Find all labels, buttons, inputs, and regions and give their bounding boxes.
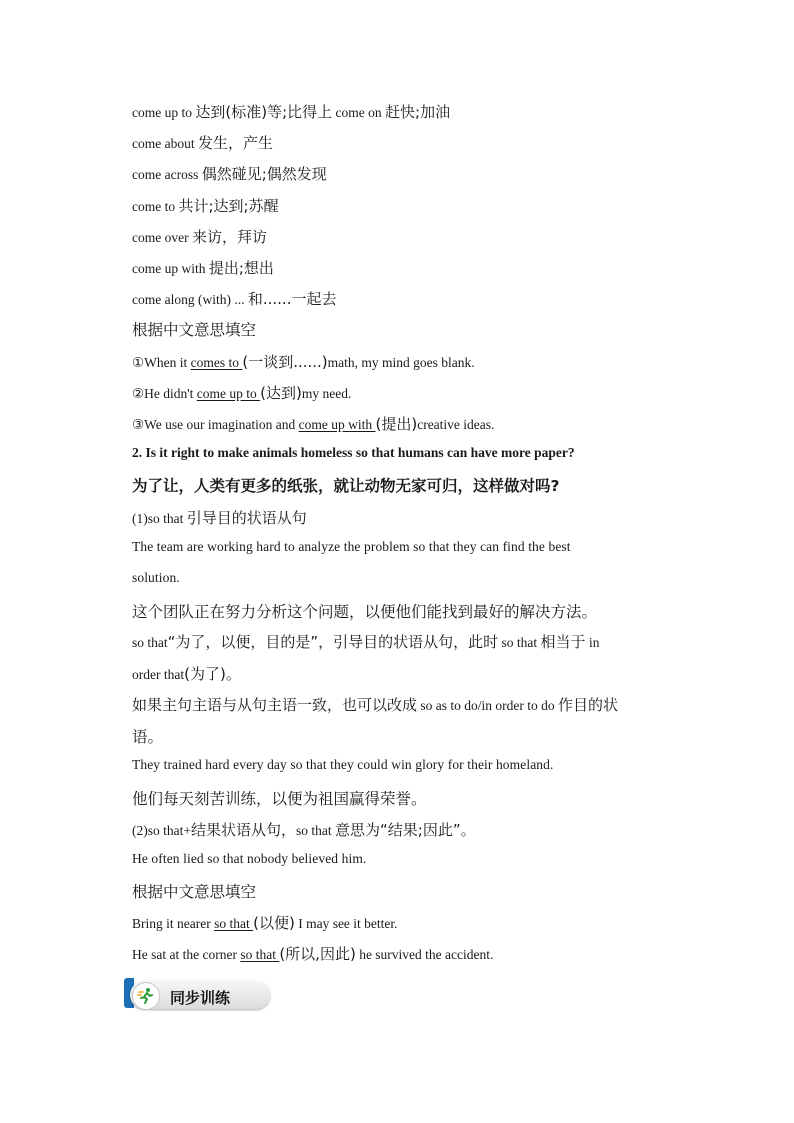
- section-heading-en: so that: [296, 823, 335, 838]
- phrase-cn: 共计;达到;苏醒: [178, 197, 279, 215]
- phrase-cn: 和......一起去: [247, 290, 337, 308]
- exercise-text: Bring it nearer: [132, 916, 215, 931]
- answer-blank: come up with: [298, 417, 376, 432]
- runner-icon: [132, 982, 160, 1010]
- phrase-cn: 来访，拜访: [191, 228, 267, 246]
- note-text: 作目的状: [558, 696, 619, 714]
- phrase-en: come across: [132, 167, 202, 182]
- example-sentence: They trained hard every day so that they could win glory for their homeland.: [132, 757, 554, 772]
- note-text: in: [585, 635, 600, 650]
- exercise-text: my need.: [301, 386, 352, 401]
- section-heading-1: [132, 507, 672, 528]
- phrase-cn: 发生，产生: [197, 134, 273, 152]
- answer-blank: comes to: [190, 355, 243, 370]
- answer-blank: so that: [240, 947, 280, 962]
- answer-blank: come up to: [196, 386, 261, 401]
- exercise-item: [132, 413, 672, 434]
- exercise-hint: (达到): [260, 384, 302, 402]
- phrase-en: come up with: [132, 261, 209, 276]
- note-text: (为了)。: [184, 665, 241, 683]
- section-badge: [124, 978, 274, 1014]
- phrase-cn: 达到(标准)等;比得上: [195, 103, 333, 121]
- note-text: order that: [132, 667, 185, 682]
- exercise-item: [132, 382, 672, 403]
- exercise-text: math, my mind goes blank.: [327, 355, 475, 370]
- note-text: so that: [498, 635, 541, 650]
- fill-heading: 根据中文意思填空: [132, 883, 257, 901]
- note-text: 如果主句主语与从句主语一致，也可以改成: [132, 696, 418, 714]
- exercise-item: [132, 943, 672, 964]
- example-translation: 他们每天刻苦训练，以便为祖国赢得荣誉。: [132, 790, 427, 808]
- exercise-hint: (一谈到......): [242, 353, 328, 371]
- exercise-hint: (提出): [375, 415, 418, 433]
- note-text: “为了，以便，目的是”，引导目的状语从句，此时: [167, 633, 499, 651]
- fill-heading: 根据中文意思填空: [132, 321, 257, 339]
- phrase-cn: 提出;想出: [208, 259, 274, 277]
- note-text: 相当于: [540, 633, 586, 651]
- question-title-en: 2. Is it right to make animals homeless so that humans can have more paper?: [132, 445, 575, 460]
- phrase-en: come up to: [132, 105, 196, 120]
- exercise-text: He sat at the corner: [132, 947, 241, 962]
- phrase-come-across: [132, 163, 672, 184]
- grammar-note: [132, 631, 672, 652]
- phrase-en: come to: [132, 199, 179, 214]
- phrase-en: come about: [132, 136, 198, 151]
- phrase-come-over: [132, 226, 672, 247]
- example-sentence: solution.: [132, 570, 180, 585]
- phrase-en: come over: [132, 230, 192, 245]
- answer-blank: so that: [214, 916, 254, 931]
- exercise-text: he survived the accident.: [355, 947, 494, 962]
- example-sentence: The team are working hard to analyze the problem so that they can find the best: [132, 539, 571, 554]
- phrase-cn: 赶快;加油: [385, 103, 451, 121]
- section-heading-cn: 结果状语从句，: [190, 821, 296, 839]
- grammar-note: [132, 694, 672, 715]
- note-text: so as to do/in order to do: [417, 698, 559, 713]
- phrase-come-along: [132, 288, 672, 309]
- phrase-come-up-with: [132, 257, 672, 278]
- exercise-text: ②He didn't: [132, 386, 197, 401]
- phrase-come-up-to: [132, 101, 672, 122]
- phrase-en: come along (with) ...: [132, 292, 248, 307]
- phrase-cn: 偶然碰见;偶然发现: [201, 165, 327, 183]
- section-heading-cn: 引导目的状语从句: [186, 509, 307, 527]
- exercise-hint: (所以,因此): [279, 945, 356, 963]
- grammar-note: 语。: [132, 728, 164, 746]
- phrase-come-about: [132, 132, 672, 153]
- exercise-item: [132, 351, 672, 372]
- example-translation: 这个团队正在努力分析这个问题，以便他们能找到最好的解决方法。: [132, 603, 598, 621]
- grammar-note: [132, 663, 672, 684]
- exercise-text: ①When it: [132, 355, 191, 370]
- example-sentence: He often lied so that nobody believed him.: [132, 851, 367, 866]
- exercise-item: [132, 912, 672, 933]
- exercise-hint: (以便): [253, 914, 295, 932]
- exercise-text: creative ideas.: [417, 417, 495, 432]
- note-text: so that: [132, 635, 168, 650]
- question-title-cn: 为了让，人类有更多的纸张，就让动物无家可归，这样做对吗?: [132, 477, 560, 495]
- phrase-come-to: [132, 195, 672, 216]
- section-heading-cn: 意思为“结果;因此”。: [335, 821, 476, 839]
- exercise-text: ③We use our imagination and: [132, 417, 299, 432]
- section-heading-en: (1)so that: [132, 511, 187, 526]
- section-badge-label: 同步训练: [170, 989, 231, 1007]
- exercise-text: I may see it better.: [294, 916, 398, 931]
- phrase-en: come on: [332, 105, 386, 120]
- section-heading-2: [132, 819, 672, 840]
- section-heading-en: (2)so that+: [132, 823, 191, 838]
